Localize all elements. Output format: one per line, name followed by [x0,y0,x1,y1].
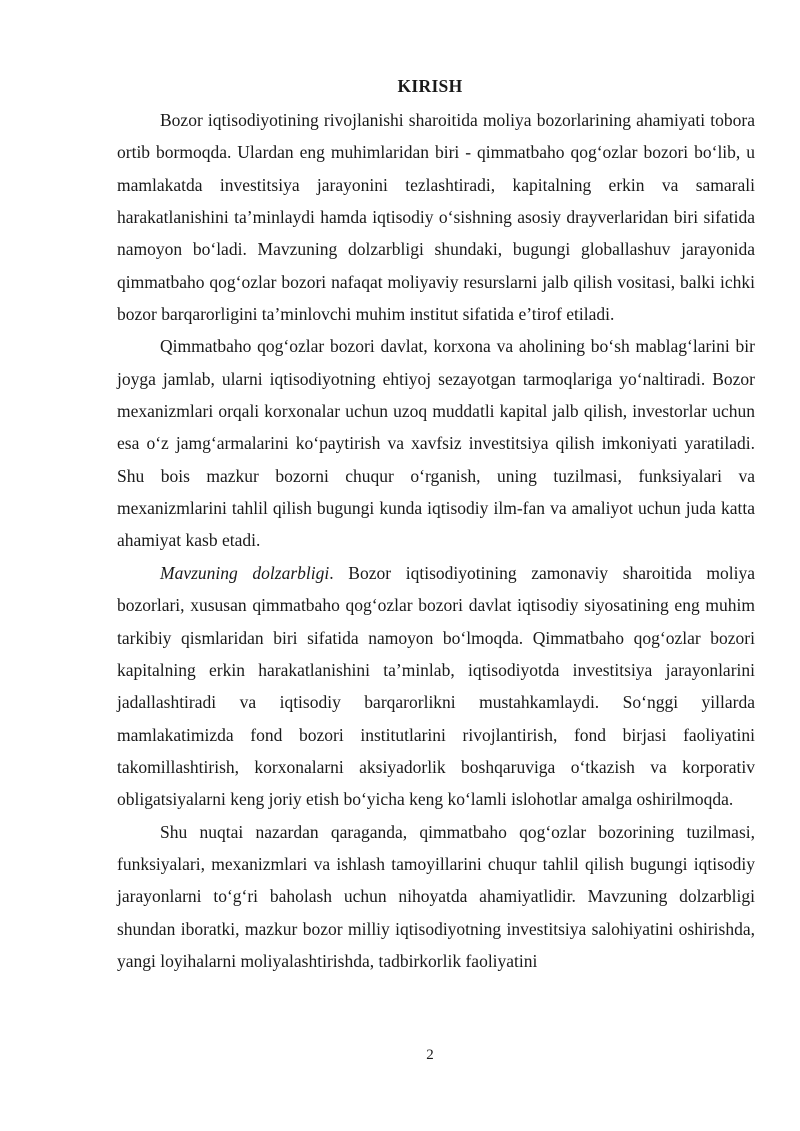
page-number: 2 [426,1047,434,1063]
paragraph-4: Shu nuqtai nazardan qaraganda, qimmatbaho qog‘ozlar bozorining tuzilmasi, funksiyalari, mexanizmlari va ishlash tamoyillarini chuqur tahlil qilish bugungi iqtisodiy jarayonlarni to‘g‘ri baholash uchun nihoyatda ahamiyatlidir. Mavzuning dolzarbligi shundan iboratki, mazkur bozor milliy iqtisodiyotning investitsiya salohiyatini oshirishda, yangi loyihalarni moliyalashtirishda, tadbirkorlik faoliyatini [117,821,755,971]
body-text [117,104,755,977]
section-heading: KIRISH [397,76,463,96]
paragraph-2: Qimmatbaho qog‘ozlar bozori davlat, korxona va aholining bo‘sh mablag‘larini bir joyga jamlab, ularni iqtisodiyotning ehtiyoj sezayotgan tarmoqlariga yo‘naltiradi. Bozor mexanizmlari orqali korxonalar uchun uzoq muddatli kapital jalb qilish, investorlar uchun esa o‘z jamg‘armalarini ko‘paytirish va xavfsiz investitsiya qilish imkoniyati yaratiladi. Shu bois mazkur bozorni chuqur o‘rganish, uning tuzilmasi, funksiyalari va mexanizmlarini tahlil qilish bugungi kunda iqtisodiy ilm-fan va amaliyot uchun juda katta ahamiyat kasb etadi. [117,336,755,551]
paragraph-3 [117,557,755,816]
paragraph-3-text: . Bozor iqtisodiyotining zamonaviy sharoitida moliya bozorlari, xususan qimmatbaho qog‘ozlar bozori davlat iqtisodiy siyosatining eng muhim tarkibiy qismlaridan biri sifatida namoyon bo‘lmoqda. Qimmatbaho qog‘ozlar bozori kapitalning erkin harakatlanishini ta’minlab, iqtisodiyotda investitsiya jarayonlarini jadallashtiradi va iqtisodiy barqarorlikni mustahkamlaydi. So‘nggi yillarda mamlakatimizda fond bozori institutlarini rivojlantirish, fond birjasi faoliyatini takomillashtirish, korxonalarni aksiyadorlik boshqaruviga o‘tkazish va korporativ obligatsiyalarni keng joriy etish bo‘yicha keng ko‘lamli islohotlar amalga oshirilmoqda. [117,562,755,810]
paragraph-3-term: Mavzuning dolzarbligi [160,562,330,583]
paragraph-1: Bozor iqtisodiyotining rivojlanishi sharoitida moliya bozorlarining ahamiyati tobora ortib bormoqda. Ulardan eng muhimlaridan biri - qimmatbaho qog‘ozlar bozori bo‘lib, u mamlakatda investitsiya jarayonini tezlashtiradi, kapitalning erkin va samarali harakatlanishini ta’minlaydi hamda iqtisodiy o‘sishning asosiy drayverlaridan biri sifatida namoyon bo‘ladi. Mavzuning dolzarbligi shundaki, bugungi globallashuv jarayonida qimmatbaho qog‘ozlar bozori nafaqat moliyaviy resurslarni jalb qilish vositasi, balki ichki bozor barqarorligini ta’minlovchi muhim institut sifatida e’tirof etiladi. [117,110,755,325]
